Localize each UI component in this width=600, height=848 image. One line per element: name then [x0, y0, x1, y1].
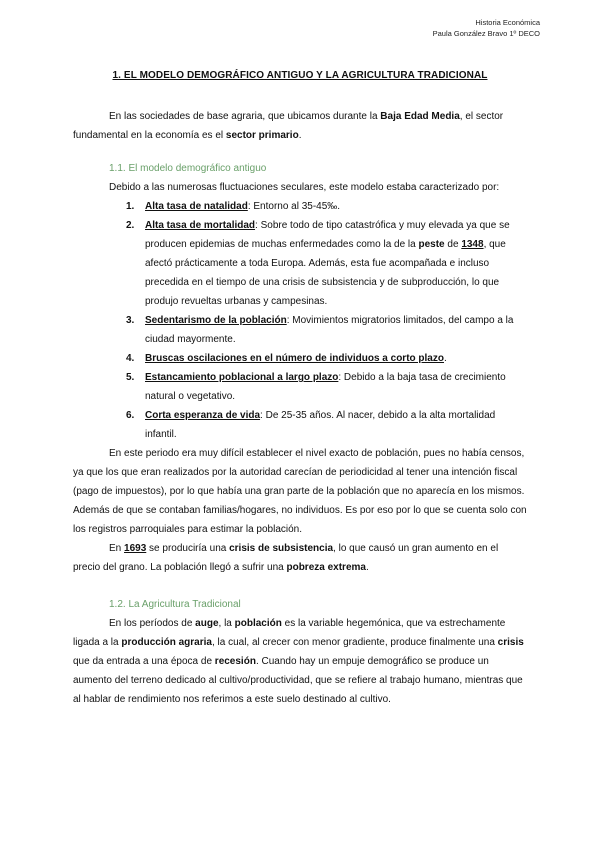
list-number: 6.	[126, 410, 135, 421]
text-run: .	[365, 562, 369, 573]
text-run: , lo que causó un gran aumento en el precio del grano. La población llegó a sufrir una	[73, 543, 499, 573]
text-run: En las sociedades de base agraria, que ubicamos durante la	[109, 111, 381, 122]
text-run: que da entrada a una época de	[73, 656, 215, 667]
list-text: : Sobre todo de tipo catastrófica y muy elevada ya que se producen epidemias de muchas enfermedades como la de la	[145, 220, 510, 250]
text-run: .	[298, 130, 302, 141]
text-run: , el sector fundamental en la economía es el	[73, 111, 504, 141]
bold-run: recesión	[214, 656, 256, 667]
bold-run: crisis de subsistencia	[229, 543, 334, 554]
text-run: , la	[218, 618, 235, 629]
intro-paragraph	[73, 107, 528, 145]
bold-run: Baja Edad Media	[380, 111, 460, 122]
bold-run: producción agraria	[121, 637, 212, 648]
list-text: : Movimientos migratorios limitados, del campo a la ciudad mayormente.	[145, 315, 514, 345]
header-author: Paula González Bravo 1º DECO	[432, 29, 540, 38]
text-run: es la variable hegemónica, que va estrechamente ligada a la	[73, 618, 506, 648]
bold-run: población	[234, 618, 282, 629]
text-run: En los períodos de	[109, 618, 196, 629]
document-title: 1. EL MODELO DEMOGRÁFICO ANTIGUO Y LA AGRICULTURA TRADICIONAL	[112, 70, 488, 81]
bold-run: auge	[195, 618, 219, 629]
list-number: 1.	[126, 201, 135, 212]
section-heading-1-1: 1.1. El modelo demográfico antiguo	[109, 163, 267, 174]
characteristics-list	[73, 197, 528, 444]
bold-run: peste	[418, 239, 445, 250]
bold-run: 1348	[461, 239, 484, 250]
list-number: 3.	[126, 315, 135, 326]
list-term: Bruscas oscilaciones en el número de individuos a corto plazo	[145, 353, 444, 364]
list-term: Estancamiento poblacional a largo plazo	[145, 372, 339, 383]
bold-run: pobreza extrema	[286, 562, 366, 573]
list-text: : Debido a la baja tasa de crecimiento natural o vegetativo.	[145, 372, 506, 402]
list-item	[126, 349, 528, 368]
census-paragraph: En este periodo era muy difícil establecer el nivel exacto de población, pues no había censos, ya que los que eran realizados por la autoridad carecían de periodicidad al tener una intención fiscal (pago de impuestos), por lo que había una gran parte de la población que no aparecía en los mismos. Además de que se contaban familias/hogares, no individuos. Es por eso por lo que se cuenta solo con los registros parroquiales para estimar la población.	[73, 448, 527, 535]
list-text: .	[443, 353, 447, 364]
list-text: de	[444, 239, 462, 250]
document-body	[73, 107, 528, 709]
list-item	[126, 311, 528, 349]
list-item	[126, 368, 528, 406]
list-term: Corta esperanza de vida	[145, 410, 261, 421]
list-term: Sedentarismo de la población	[145, 315, 287, 326]
agriculture-paragraph	[73, 614, 528, 709]
text-run: En	[109, 543, 125, 554]
header-subject: Historia Económica	[475, 18, 540, 27]
list-item	[126, 197, 528, 216]
list-item	[126, 216, 528, 311]
list-text: : De 25-35 años. Al nacer, debido a la alta mortalidad infantil.	[145, 410, 496, 440]
list-number: 2.	[126, 220, 135, 231]
list-term: Alta tasa de natalidad	[145, 201, 248, 212]
bold-run: 1693	[124, 543, 147, 554]
crisis-paragraph	[73, 539, 528, 577]
text-run: , la cual, al crecer con menor gradiente, produce finalmente una	[211, 637, 498, 648]
page-header	[433, 17, 540, 39]
list-item	[126, 406, 528, 444]
section1-lead: Debido a las numerosas fluctuaciones seculares, este modelo estaba caracterizado por:	[109, 182, 500, 193]
list-term: Alta tasa de mortalidad	[145, 220, 256, 231]
text-run: . Cuando hay un empuje demográfico se produce un aumento del terreno dedicado al cultivo/productividad, que se refiere al trabajo humano, mientras que al hablar de rendimiento nos referimos a este suelo destinado al cultivo.	[73, 656, 523, 705]
section-heading-1-2: 1.2. La Agricultura Tradicional	[109, 599, 241, 610]
list-number: 5.	[126, 372, 135, 383]
list-text: : Entorno al 35-45‰.	[247, 201, 341, 212]
list-number: 4.	[126, 353, 135, 364]
list-text: , que afectó prácticamente a toda Europa. Además, esta fue acompañada e incluso precedida en el tiempo de una crisis de subsistencia y de subproducción, lo que produjo revueltas urbanas y campesinas.	[145, 239, 506, 307]
bold-run: crisis	[497, 637, 524, 648]
bold-run: sector primario	[225, 130, 299, 141]
text-run: se produciría una	[146, 543, 230, 554]
